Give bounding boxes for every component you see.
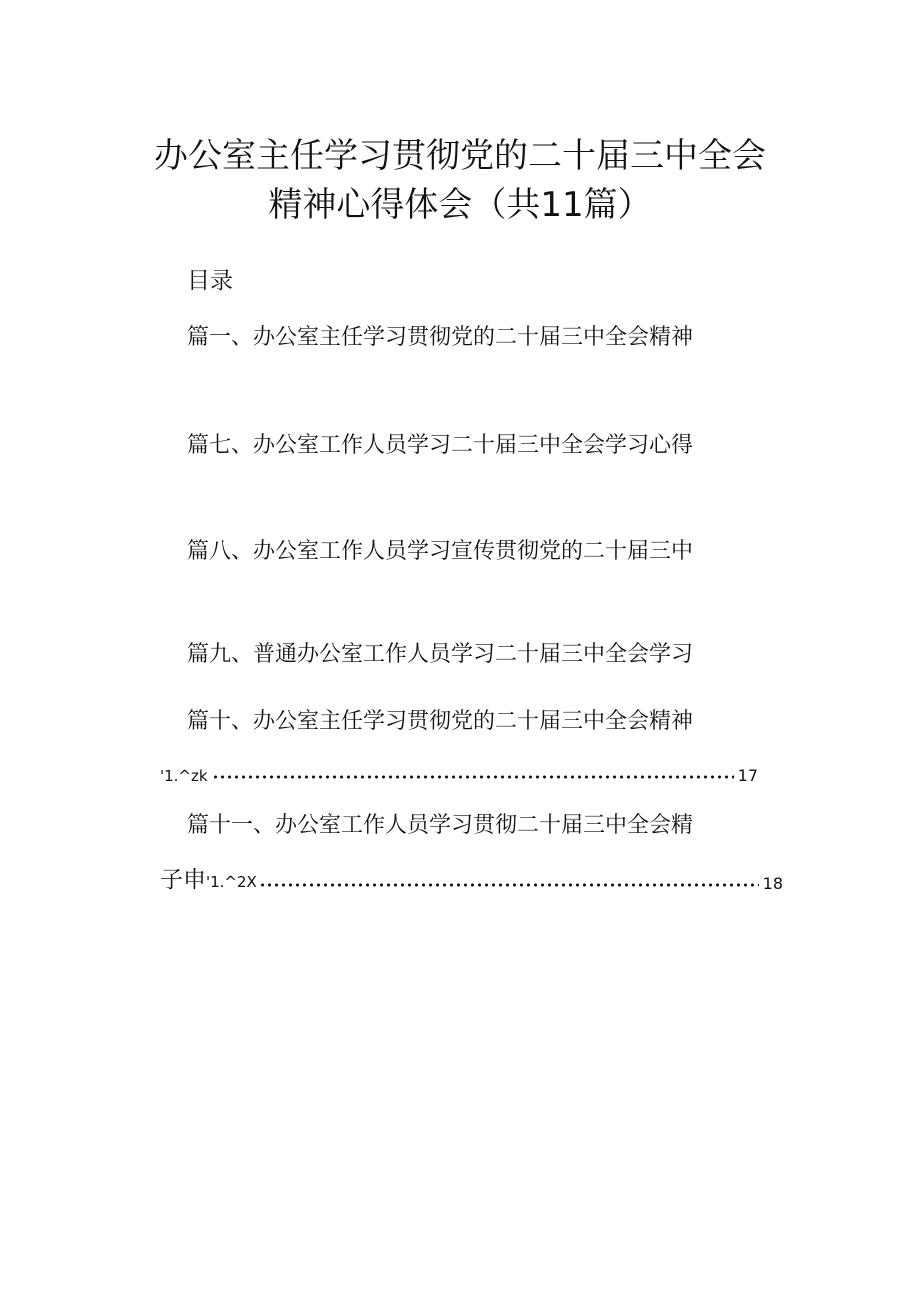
- toc-entry-10[interactable]: 篇十、办公室主任学习贯彻党的二十届三中全会精神: [187, 709, 694, 734]
- toc-entry-11[interactable]: 篇十一、办公室工作人员学习贯彻二十届三中全会精: [187, 813, 694, 838]
- document-title-line-1: 办公室主任学习贯彻党的二十届三中全会: [154, 136, 766, 176]
- document-title-line-2: 精神心得体会（共11篇）: [268, 185, 652, 225]
- toc-entry-8[interactable]: 篇八、办公室工作人员学习宣传贯彻党的二十届三中: [187, 539, 694, 564]
- toc-entry-10-leader-prefix: '1.^zk: [160, 767, 208, 785]
- toc-entry-11-leader-prefix: '1.^2X: [206, 873, 257, 891]
- toc-entry-9[interactable]: 篇九、普通办公室工作人员学习二十届三中全会学习: [187, 642, 694, 667]
- toc-entry-11-leader[interactable]: [160, 867, 783, 894]
- dot-leader: [212, 775, 734, 779]
- toc-entry-11-page-number: 18: [762, 874, 783, 893]
- toc-entry-10-page-number: 17: [737, 766, 758, 785]
- toc-heading: 目录: [187, 268, 233, 294]
- toc-entry-1[interactable]: 篇一、办公室主任学习贯彻党的二十届三中全会精神: [187, 325, 694, 350]
- dot-leader: [259, 883, 759, 887]
- toc-entry-10-leader[interactable]: [160, 762, 758, 786]
- toc-entry-11-leader-text: 子申: [160, 867, 206, 893]
- toc-entry-7[interactable]: 篇七、办公室工作人员学习二十届三中全会学习心得: [187, 433, 694, 458]
